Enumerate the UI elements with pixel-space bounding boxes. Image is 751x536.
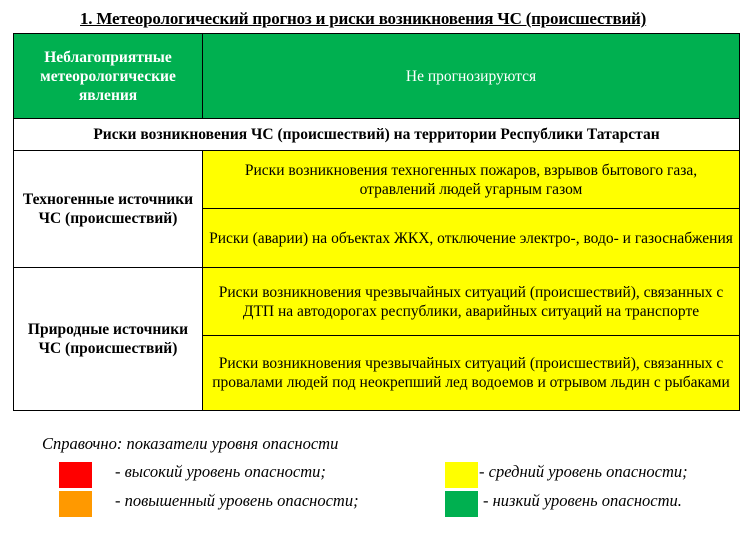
legend-label-high: - высокий уровень опасности; <box>115 462 326 481</box>
legend-label-low: - низкий уровень опасности. <box>483 491 682 510</box>
section-title: 1. Метеорологический прогноз и риски возникновения ЧС (происшествий) <box>80 9 647 28</box>
risk-cell: Риски возникновения техногенных пожаров, взрывов бытового газа, отравлений людей угарным газом <box>203 151 740 209</box>
legend-label-elevated: - повышенный уровень опасности; <box>115 491 359 510</box>
legend-title: Справочно: показатели уровня опасности <box>42 434 339 453</box>
forecast-value: Не прогнозируются <box>203 34 740 119</box>
group-label-technogenic: Техногенные источники ЧС (происшествий) <box>14 151 203 268</box>
table-row <box>14 268 740 336</box>
table-row <box>14 151 740 209</box>
forecast-row <box>14 34 740 119</box>
risk-cell: Риски возникновения чрезвычайных ситуаций (происшествий), связанных с ДТП на автодорогах республики, аварийных ситуаций на транспорте <box>203 268 740 336</box>
risk-cell: Риски (аварии) на объектах ЖКХ, отключение электро-, водо- и газоснабжения <box>203 209 740 268</box>
risks-section-title: Риски возникновения ЧС (происшествий) на территории Республики Татарстан <box>14 119 740 151</box>
risk-cell: Риски возникновения чрезвычайных ситуаций (происшествий), связанных с провалами людей под неокрепший лед водоемов и отрывом льдин с рыбаками <box>203 336 740 411</box>
risk-table <box>13 33 740 411</box>
legend-swatch-high <box>59 462 92 488</box>
legend-swatch-elevated <box>59 491 92 517</box>
group-label-natural: Природные источники ЧС (происшествий) <box>14 268 203 411</box>
forecast-label: Неблагоприятные метеорологические явления <box>14 34 203 119</box>
legend-label-medium: - средний уровень опасности; <box>479 462 688 481</box>
legend-swatch-low <box>445 491 478 517</box>
legend-swatch-medium <box>445 462 478 488</box>
